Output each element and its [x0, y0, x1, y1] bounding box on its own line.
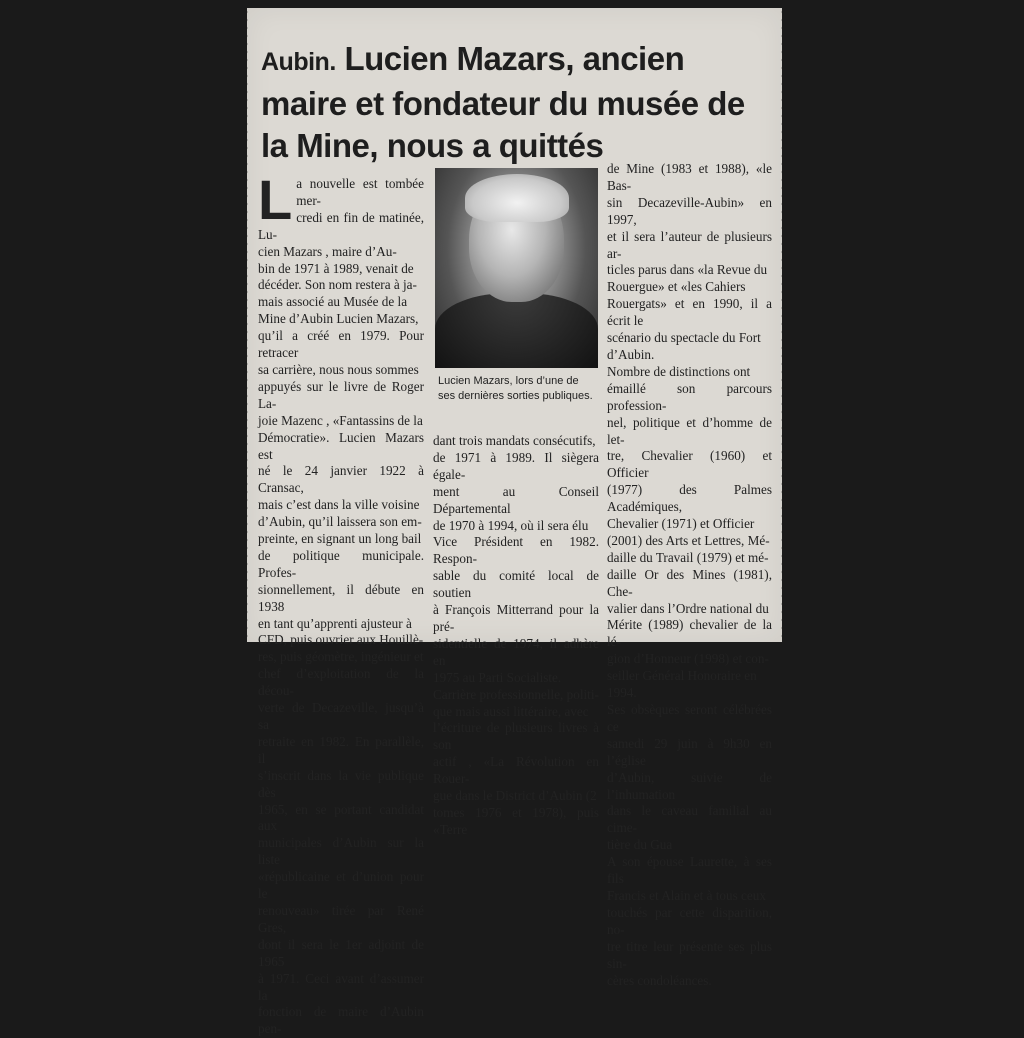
photo-hair-shape	[465, 174, 569, 222]
article-column-3: de Mine (1983 et 1988), «le Bas- sin Decazeville-Aubin» en 1997, et il sera l’auteur de plusieurs ar- ticles parus dans «la Revue du Rouergue» et «les Cahiers Rouergats» et en 1990, il a écrit le scénario du spectacle du Fort d’Aubin. Nombre de distinctions ont émaillé son parcours profession- nel, politique et d’homme de let- tre, Chevalier (1960) et Officier (1977) des Palmes Académiques, Chevalier (1971) et Officier (2001) des Arts et Lettres, Mé- daille du Travail (1979) et mé- daille Or des Mines (1981), Che- valier dans l’Ordre national du Mérite (1989) chevalier de la lé- gion d’Honneur (1998) et con- seiller Général Honoraire en 1994. Ses obsèques seront célébrées ce samedi 29 juin à 9h30 en l’église d’Aubin, suivie de l’inhumation dans le caveau familial au cime- tière du Gua A son épouse Laurette, à ses fils Francis et Alain et à tous ceux touchés par cette disparition, no- tre titre leur présente ses plus sin- cères condoléances.	[607, 161, 772, 988]
photo-caption: Lucien Mazars, lors d’une de ses dernières sorties publiques.	[438, 375, 593, 402]
newspaper-clipping	[247, 8, 782, 1037]
headline	[261, 38, 771, 167]
article-column-1	[258, 168, 424, 1038]
drop-cap: L	[258, 168, 293, 231]
column-1-text: a nouvelle est tombée mer- credi en fin de matinée, Lu- cien Mazars , maire d’Au- bin de 1971 à 1989, venait de décéder. Son nom restera à ja- mais associé au Musée de la Mine d’Aubin Lucien Mazars, qu’il a créé en 1979. Pour retracer sa carrière, nous nous sommes appuyés sur le livre de Roger La- joie Mazenc , «Fantassins de la Démocratie». Lucien Mazars est né le 24 janvier 1922 à Cransac, mais c’est dans la ville voisine d’Aubin, qu’il laissera son em- preinte, en signant un long bail de politique municipale. Profes- sionnellement, il débute en 1938 en tant qu’apprenti ajusteur à CFD, puis ouvrier aux Houillè- res, puis géomètre, ingénieur et chef d’exploitation de la décou- verte de Decazeville, jusqu’à sa retraite en 1982. En parallèle, il s’inscrit dans la vie publique dès 1965, en se portant candidat aux municipales d’Aubin sur la liste «républicaine et d’union pour le renouveau» tirée par René Gres, dont il sera le 1er adjoint de 1965 à 1971. Ceci avant d’assumer la fonction de maire d’Aubin pen-	[258, 176, 424, 1037]
photo-body-shape	[435, 293, 598, 368]
article-column-2: dant trois mandats consécutifs, de 1971 à 1989. Il siègera égale- ment au Conseil Départemental de 1970 à 1994, où il sera élu Vice Président en 1982. Respon- sable du comité local de soutien à François Mitterrand pour la pré- sidentielle de 1974, il adhère en 1975 au Parti Socialiste. Carrière professionnelle, politi- que mais aussi littéraire, avec l’écriture de plusieurs livres à son actif , «La Révolution en Rouer- gue dans le District d’Aubin (2 tomes 1976 et 1978), puis «Terre	[433, 433, 599, 837]
portrait-photo	[435, 168, 598, 368]
headline-place: Aubin.	[261, 48, 336, 76]
headline-title: Lucien Mazars, ancien maire et fondateur du musée de la Mine, nous a quittés	[261, 40, 745, 164]
